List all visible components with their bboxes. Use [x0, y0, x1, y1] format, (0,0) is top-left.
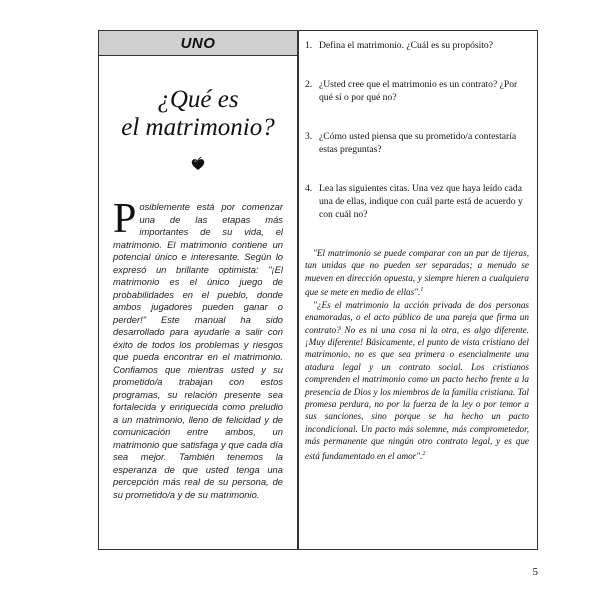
footnote-ref: 2: [422, 450, 426, 457]
question-text: Defina el matrimonio. ¿Cuál es su propósito?: [319, 40, 493, 51]
quotes-block: [305, 247, 529, 462]
question-text: ¿Cómo usted piensa que su prometido/a contestaría estas preguntas?: [319, 131, 517, 155]
question-item: [305, 182, 529, 221]
question-number: 2.: [305, 79, 313, 90]
question-number: 4.: [305, 183, 313, 194]
question-number: 3.: [305, 131, 313, 142]
title-line-1: ¿Qué es: [157, 86, 239, 113]
right-column: [305, 39, 529, 462]
chapter-title: [99, 86, 297, 142]
quote-text: "¿Es el matrimonio la acción privada de dos personas enamoradas, o el acto público de una pareja que firma un contrato? No es ni una cosa ni la otra, es algo diferente. ¡Muy diferente! Básicamente, el punto de vista cristiano del matrimonio, no es que sea primera o esencialmente una atadura legal y un contrato social. Los cristianos comprenden el matrimonio como un pacto hecho frente a la presencia de Dios y los miembros de la familia cristiana. Tal promesa perdura, no por la fuerza de la ley o por temor a sus sanciones, sino porque se ha hecho un pacto incondicional. Un pacto más solemne, más comprometedor, más permanente que ningún otro contrato legal, y es que está fundamentado en el amor".: [305, 299, 529, 461]
drop-cap: P: [113, 196, 137, 242]
question-item: [305, 130, 529, 156]
column-divider: [297, 31, 299, 549]
section-header: [99, 31, 297, 56]
page-frame: [98, 30, 538, 550]
footnote-ref: 1: [420, 287, 424, 294]
question-item: [305, 39, 529, 52]
quote-2: [305, 299, 529, 462]
question-number: 1.: [305, 40, 313, 51]
intro-paragraph: [113, 196, 283, 501]
left-column: [99, 31, 297, 549]
intro-text: osiblemente está por comenzar una de las etapas más importantes de su vida, el matrimonio. El matrimonio contiene un potencial único e interesante. Según lo expresó un brillante optimista: "¡El matrimonio es el único juego de probabilidades en el pueblo, donde ambos jugadores pueden ganar o perder!" Este manual ha sido desarrollado para ayudarle a salir con éxito de todos los problemas y riesgos que pueda encontrar en el matrimonio. Confiamos que mientras usted y su prometido/a trabajan con estos programas, su relación presente sea fortalecida y enriquecida como preludio a un matrimonio, lleno de felicidad y de comunicación entre ambos, un matrimonio que satisfaga y que cada día sea mejor. También tenemos la esperanza de que usted tenga una percepción más real de su persona, de su prometido/a y de su matrimonio.: [113, 201, 283, 500]
question-item: [305, 78, 529, 104]
question-text: Lea las siguientes citas. Una vez que haya leído cada una de ellas, indique con cuál parte está de acuerdo y con cuál no?: [319, 183, 523, 220]
heart-ornament-icon: [190, 156, 206, 172]
question-text: ¿Usted cree que el matrimonio es un contrato? ¿Por qué sí o por qué no?: [319, 79, 518, 103]
quote-text: "El matrimonio se puede comparar con un par de tijeras, tan unidas que no pueden ser separadas; a menudo se mueven en dirección opuesta, y siempre hieren a cualquiera que se mete en medio de ellas".: [305, 248, 529, 298]
page-number: 5: [532, 566, 538, 578]
section-label: UNO: [180, 34, 216, 52]
title-line-2: el matrimonio?: [121, 114, 275, 141]
quote-1: [305, 247, 529, 299]
